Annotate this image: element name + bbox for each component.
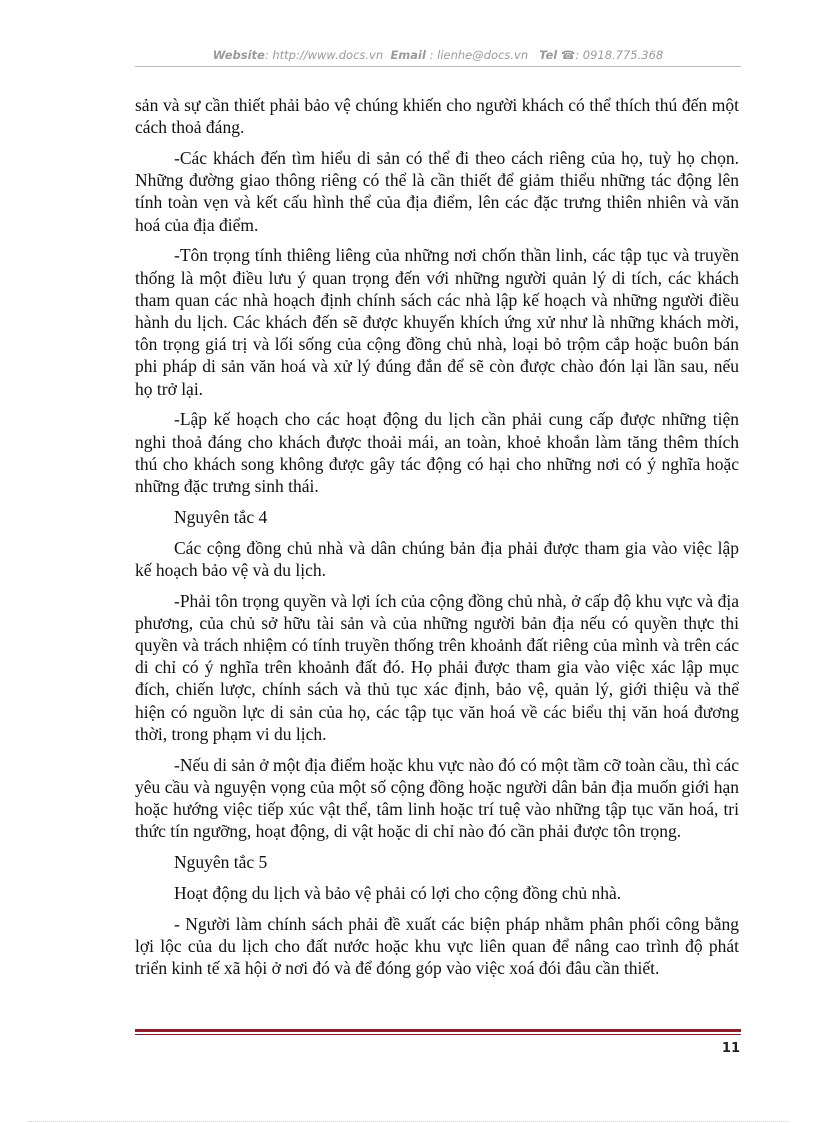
tel-value: : 0918.775.368	[575, 48, 664, 62]
paragraph-principle-5-statement: Hoạt động du lịch và bảo vệ phải có lợi cho cộng đồng chủ nhà.	[174, 882, 622, 903]
footer-divider-thin	[135, 1034, 741, 1035]
header-divider	[135, 66, 741, 67]
telephone-icon: ☎	[560, 48, 576, 62]
page-body	[135, 94, 739, 988]
paragraph-visitors-own-way: -Các khách đến tìm hiểu di sản có thể đi theo cách riêng của họ, tuỳ họ chọn. Những đường giao thông riêng có thể là cần thiết để giảm thiểu những tác động lên tính toàn vẹn và kết cấu hình thể của địa điểm, lên các đặc trưng thiên nhiên và văn hoá của địa điểm.	[135, 148, 739, 235]
tel-label: Tel	[539, 48, 558, 62]
website-label: Website	[212, 48, 265, 62]
paragraph-policy-makers: - Người làm chính sách phải đề xuất các biện pháp nhằm phân phối công bằng lợi lộc của du lịch cho đất nước hoặc khu vực liên quan để nâng cao trình độ phát triển kinh tế xã hội ở nơi đó và để đóng góp vào việc xoá đói đâu cần thiết.	[135, 913, 739, 979]
footer-divider-thick	[135, 1029, 741, 1032]
website-value: : http://www.docs.vn	[264, 48, 384, 62]
paragraph-planning-facilities: -Lập kế hoạch cho các hoạt động du lịch cần phải cung cấp được những tiện nghi thoả đáng cho khách được thoải mái, an toàn, khoẻ khoắn làm tăng thêm thích thú cho khách song không được gây tác động có hại cho những nơi có ý nghĩa hoặc những đặc trưng sinh thái.	[135, 409, 739, 497]
email-label: Email	[390, 48, 426, 62]
heading-principle-4: Nguyên tắc 4	[174, 506, 268, 527]
page-header	[135, 48, 741, 62]
paragraph-continuation: sản và sự cần thiết phải bảo vệ chúng khiến cho người khách có thể thích thú đến một cách thoả đáng.	[135, 95, 739, 138]
paragraph-respect-rights: -Phải tôn trọng quyền và lợi ích của cộng đồng chủ nhà, ở cấp độ khu vực và địa phương, của chủ sở hữu tài sản và của những người bản địa nếu có quyền thực thi quyền và trách nhiệm có tính truyền thống trên khoảnh đất riêng của mình và trên các di chỉ có ý nghĩa trên khoảnh đất đó. Họ phải được tham gia vào việc xác lập mục đích, chiến lược, chính sách và thủ tục xác định, bảo vệ, quản lý, giới thiệu và thể hiện có nguồn lực di sản của họ, các tập tục văn hoá về các biểu thị văn hoá đương thời, trong phạm vi du lịch.	[135, 590, 739, 744]
paragraph-principle-4-statement: Các cộng đồng chủ nhà và dân chúng bản địa phải được tham gia vào việc lập kế hoạch bảo vệ và du lịch.	[135, 537, 739, 580]
page-number: 11	[721, 1041, 740, 1056]
email-value: : lienhe@docs.vn	[429, 48, 529, 62]
paragraph-respect-sacred: -Tôn trọng tính thiêng liêng của những nơi chốn thần linh, các tập tục và truyền thống là một điều lưu ý quan trọng đến với những người quản lý di tích, các khách tham quan các nhà hoạch định chính sách các nhà lập kế hoạch và những người điều hành du lịch. Các khách đến sẽ được khuyến khích ứng xử như là những khách mời, tôn trọng giá trị và lối sống của cộng đồng chủ nhà, loại bỏ trộm cắp hoặc buôn bán phi pháp di sản văn hoá và xử lý đúng đắn để sẽ còn được chào đón lại lần sau, nếu họ trở lại.	[135, 245, 739, 399]
heading-principle-5: Nguyên tắc 5	[174, 852, 268, 873]
paragraph-global-heritage: -Nếu di sản ở một địa điểm hoặc khu vực nào đó có một tầm cỡ toàn cầu, thì các yêu cầu và nguyện vọng của một số cộng đồng hoặc người dân bản địa muốn giới hạn hoặc hướng việc tiếp xúc vật thể, tâm linh hoặc trí tuệ vào những tập tục văn hoá, tri thức tín ngưỡng, hoạt động, di vật hoặc di chỉ nào đó cần phải được tôn trọng.	[135, 754, 739, 842]
page-bottom-border	[28, 1121, 788, 1122]
